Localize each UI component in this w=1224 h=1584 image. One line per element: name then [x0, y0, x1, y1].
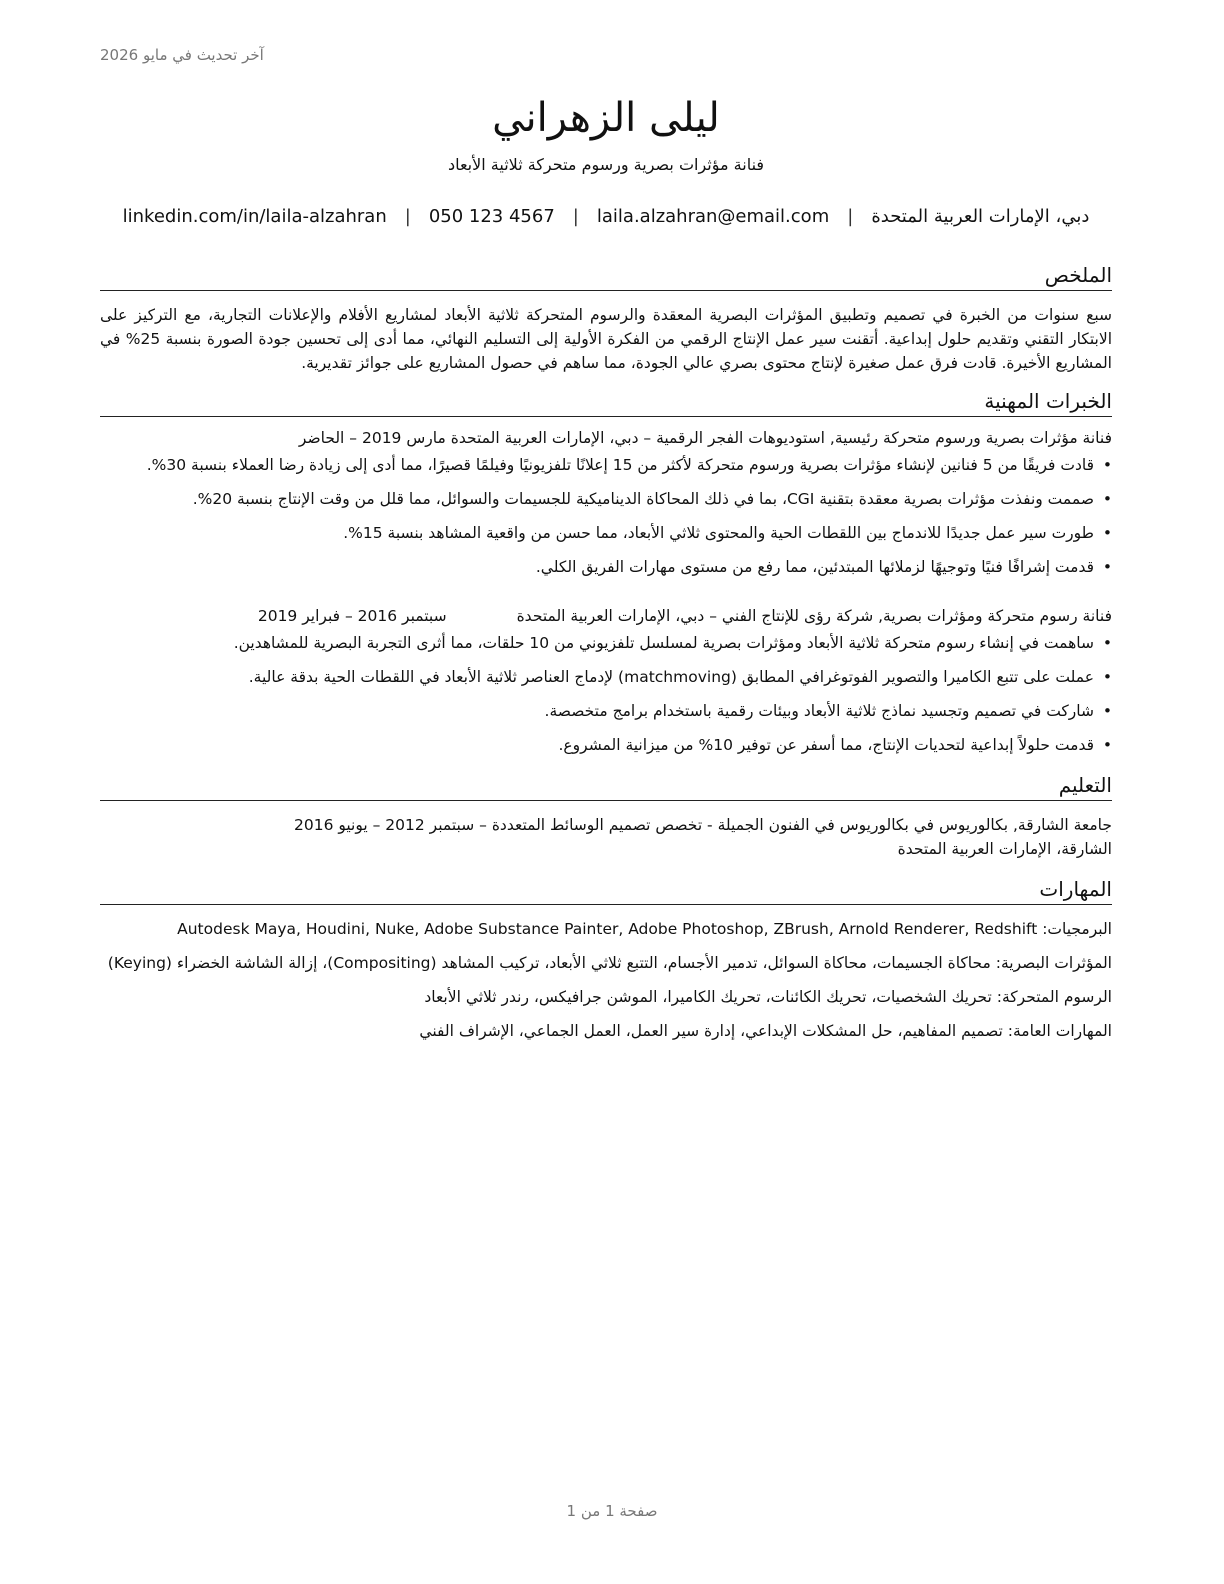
job-heading [100, 429, 1112, 447]
skill-line: البرمجيات: Autodesk Maya, Houdini, Nuke, Adobe Substance Painter, Adobe Photoshop, ZBrush, Arnold Renderer, Redshift [177, 920, 1112, 938]
job-title: فنانة مؤثرات بصرية ورسوم متحركة ثلاثية الأبعاد [447, 155, 765, 174]
summary-section [100, 263, 1112, 375]
skill-line: المهارات العامة: تصميم المفاهيم، حل المشكلات الإبداعي، إدارة سير العمل، العمل الجماعي، الإشراف الفني [419, 1022, 1112, 1040]
contact-phone: 050 123 4567 [428, 206, 555, 227]
contact-separator: | [404, 206, 411, 227]
job-bullet: • عملت على تتبع الكاميرا والتصوير الفوتوغرافي المطابق (matchmoving) لإدماج العناصر ثلاثية الأبعاد في اللقطات الحية بدقة عالية. [100, 665, 1112, 689]
last-updated-note: آخر تحديث في مايو 2026 [100, 46, 264, 64]
candidate-name: ليلى الزهراني [492, 95, 720, 141]
education-location: الشارقة، الإمارات العربية المتحدة [897, 840, 1112, 858]
skill-line: الرسوم المتحركة: تحريك الشخصيات، تحريك الكائنات، تحريك الكاميرا، الموشن جرافيكس، رندر ثلاثي الأبعاد [424, 988, 1112, 1006]
job-heading-text: فنانة رسوم متحركة ومؤثرات بصرية, شركة رؤى للإنتاج الفني – دبي، الإمارات العربية المتحدة [516, 607, 1112, 625]
education-entry [100, 813, 1112, 861]
contact-linkedin[interactable]: linkedin.com/in/laila-alzahran [122, 206, 387, 227]
contact-separator: | [572, 206, 579, 227]
section-title-education: التعليم [100, 773, 1112, 801]
education-section [100, 773, 1112, 861]
job-dates: سبتمبر 2016 – فبراير 2019 [257, 607, 447, 625]
job-bullets [100, 631, 1112, 757]
contact-email[interactable]: laila.alzahran@email.com [596, 206, 830, 227]
job-bullet: • صممت ونفذت مؤثرات بصرية معقدة بتقنية CGI، بما في ذلك المحاكاة الديناميكية للجسيمات والسوائل، مما قلل من وقت الإنتاج بنسبة 20%. [100, 487, 1112, 511]
job-heading [100, 607, 1112, 625]
experience-section [100, 389, 1112, 757]
summary-text: سبع سنوات من الخبرة في تصميم وتطبيق المؤثرات البصرية المعقدة والرسوم المتحركة ثلاثية الأبعاد لمشاريع الأفلام والإعلانات التجارية، مع التركيز على الابتكار التقني وتقديم حلول إبداعية. أتقنت سير عمل الإنتاج الرقمي من الفكرة الأولية إلى التسليم النهائي، مما أدى إلى تحسين جودة الصورة بنسبة 25% في المشاريع الأخيرة. قادت فرق عمل صغيرة لإنتاج محتوى بصري عالي الجودة، مما ساهم في حصول المشاريع على جوائز تقديرية. [100, 306, 1113, 372]
job-bullets [100, 453, 1112, 579]
contact-line [100, 206, 1112, 227]
section-title-skills: المهارات [100, 877, 1112, 905]
job-entry [100, 607, 1112, 757]
resume-page [100, 95, 1112, 1053]
job-bullet: • ساهمت في إنشاء رسوم متحركة ثلاثية الأبعاد ومؤثرات بصرية لمسلسل تلفزيوني من 10 حلقات، مما أثرى التجربة البصرية للمشاهدين. [100, 631, 1112, 655]
section-title-experience: الخبرات المهنية [100, 389, 1112, 417]
section-title-summary: الملخص [100, 263, 1112, 291]
contact-location: دبي، الإمارات العربية المتحدة [871, 206, 1090, 227]
job-bullet: • قادت فريقًا من 5 فنانين لإنشاء مؤثرات بصرية ورسوم متحركة لأكثر من 15 إعلانًا تلفزيونيًا وفيلمًا قصيرًا، مما أدى إلى زيادة رضا العملاء بنسبة 30%. [100, 453, 1112, 477]
job-bullet: • قدمت حلولاً إبداعية لتحديات الإنتاج، مما أسفر عن توفير 10% من ميزانية المشروع. [100, 733, 1112, 757]
skills-section [100, 877, 1112, 1043]
job-bullet: • قدمت إشرافًا فنيًا وتوجيهًا لزملائها المبتدئين، مما رفع من مستوى مهارات الفريق الكلي. [100, 555, 1112, 579]
job-entry [100, 429, 1112, 579]
job-bullet: • شاركت في تصميم وتجسيد نماذج ثلاثية الأبعاد وبيئات رقمية باستخدام برامج متخصصة. [100, 699, 1112, 723]
contact-separator: | [847, 206, 854, 227]
job-heading-text: فنانة مؤثرات بصرية ورسوم متحركة رئيسية, استوديوهات الفجر الرقمية – دبي، الإمارات العربية المتحدة مارس 2019 – الحاضر [298, 429, 1112, 447]
job-bullet: • طورت سير عمل جديدًا للاندماج بين اللقطات الحية والمحتوى ثلاثي الأبعاد، مما حسن من واقعية المشاهد بنسبة 15%. [100, 521, 1112, 545]
education-degree: جامعة الشارقة, بكالوريوس في بكالوريوس في الفنون الجميلة - تخصص تصميم الوسائط المتعددة – سبتمبر 2012 – يونيو 2016 [293, 816, 1112, 834]
skill-line: المؤثرات البصرية: محاكاة الجسيمات، محاكاة السوائل، تدمير الأجسام، التتبع ثلاثي الأبعاد، تركيب المشاهد (Compositing)، إزالة الشاشة الخضراء (Keying) [107, 954, 1112, 972]
page-number: صفحة 1 من 1 [566, 1502, 658, 1520]
